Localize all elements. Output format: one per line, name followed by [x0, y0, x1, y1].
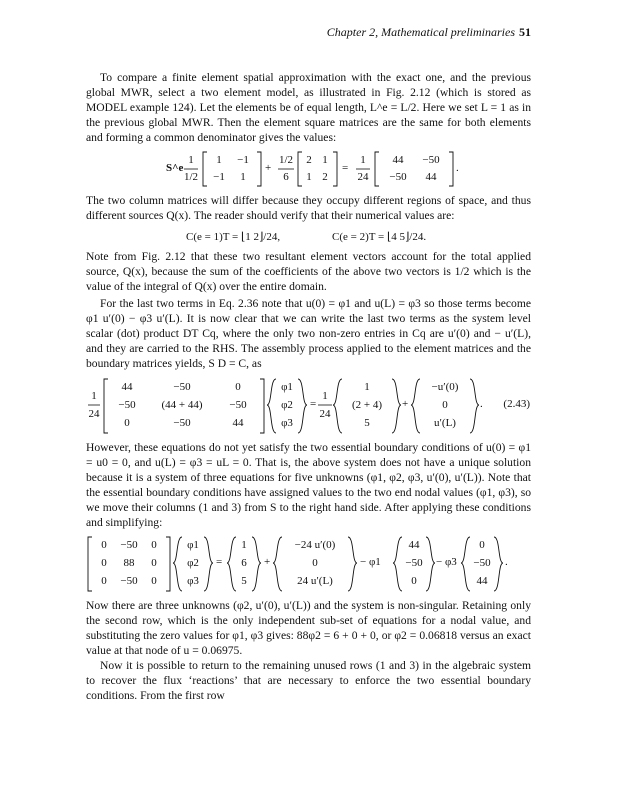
- paragraph-6: Now there are three unknowns (φ2, u′(0), u′(L)) and the system is non-singular. Retaining only the second row, which is the only independent sub-set of equations for a nodal value, and substituting the zero values for φ1, φ3 gives: 88φ2 = 6 + 0 + 0, or φ2 = 0.06818 versus an exact value at that node of u = 0.06975.: [86, 599, 531, 657]
- lhs-se: S^e: [166, 162, 184, 174]
- equation-column-matrices: C(e = 1)T = ⌊1 2⌋/24, C(e = 2)T = ⌊4 5⌋/24.: [186, 231, 427, 243]
- paragraph-5: However, these equations do not yet satisfy the two essential boundary conditions of u(0) = φ1 = u0 = 0, and u(L) = φ3 = uL = 0. That is, the above system does not have a unique solution because it is a system of three equations for five unknowns (φ1, φ2, φ3, u′(0), u′(L)). Note that the essential boundary conditions have assigned values to the two end nodal values (φ1, φ3), so we move their columns (1 and 3) from S to the right hand side. After applying these conditions and simplifying:: [86, 441, 531, 529]
- equation-element-matrices: S^e 1 1/2 1 −1 −1 1 + 1/2 6 2 1 1 2 = 1 24 44 −50 −50 44 .: [86, 148, 531, 190]
- running-header: [327, 25, 531, 40]
- paragraph-3: Note from Fig. 2.12 that these two resultant element vectors account for the total applied source, Q(x), because the sum of the coefficients of the above two vectors is 1/2 which is the value of the integral of Q(x) over the entire domain.: [86, 250, 531, 293]
- paragraph-1: To compare a finite element spatial approximation with the exact one, and the previous global MWR, select a two element model, as illustrated in Fig. 2.12 (which is stored as MODEL example 124). Let the elements be of equal length, L^e = L/2. Here we set L = 1 as in the previous global MWR. Then the element square matrices are the same for both elements and forming a common denominator gives the values:: [86, 71, 531, 144]
- paragraph-7: Now it is possible to return to the remaining unused rows (1 and 3) in the algebraic system to recover the flux ‘reactions’ that are necessary to enforce the two essential boundary conditions. From the first row: [86, 659, 531, 702]
- equation-reduced-system: 0 −50 0 0 88 0 0 −50 0 φ1 φ2 φ3 = 1 6 5 + −24 u′(0) 0 24 u′(L) − φ1 44 −50 0 − φ3 0 −50 44 .: [86, 534, 531, 594]
- paragraph-2: The two column matrices will differ because they occupy different regions of space, and thus different sources Q(x). The reader should verify that their numerical values are:: [86, 194, 531, 222]
- chapter-title: Chapter 2, Mathematical preliminaries: [326, 25, 515, 39]
- equation-number: (2.43): [503, 398, 530, 410]
- paragraph-4: For the last two terms in Eq. 2.36 note that u(0) = φ1 and u(L) = φ3 so those terms become φ1 u′(0) − φ3 u′(L). It is now clear that we can write the last two terms as the system level scalar (dot) product DT Cq, where the only two non-zero entries in Cq are u′(0) and − u′(L), and they are carried to the RHS. The assembly process applied to the element matrices and the boundary matrices yields, S D = C, as: [86, 297, 531, 370]
- equation-2-43: 1 24 44 −50 0 −50 (44 + 44) −50 0 −50 44 φ1 φ2 φ3 = 1 24 1 (2 + 4) 5 + −u′(0) 0 u′(L) . (2.43): [86, 376, 531, 436]
- page-number: 51: [519, 25, 531, 39]
